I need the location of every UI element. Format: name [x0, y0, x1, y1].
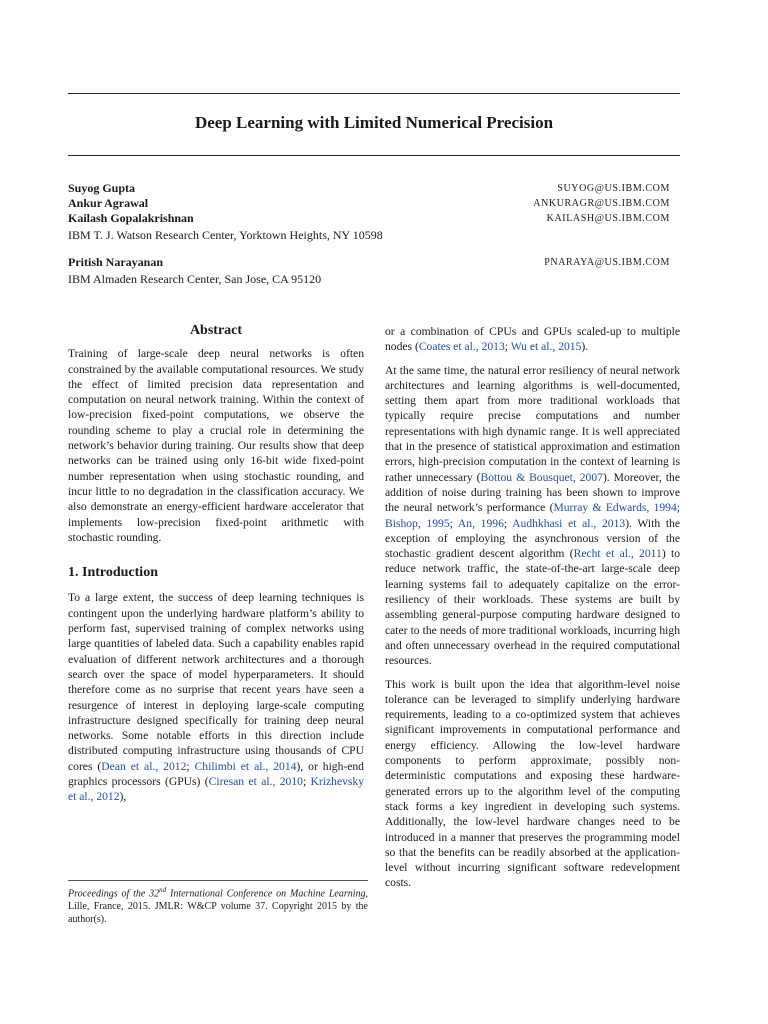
author-email: ANKURAGR@US.IBM.COM [533, 198, 670, 209]
author-name: Suyog Gupta [68, 181, 136, 195]
citation-link[interactable]: Bishop, 1995 [385, 516, 450, 530]
author-row [68, 255, 670, 270]
author-name: Kailash Gopalakrishnan [68, 211, 194, 225]
top-rule [68, 93, 680, 94]
paragraph: This work is built upon the idea that algorithm-level noise tolerance can be leveraged to simplify underlying hardware requirements, leading to a co-optimized system that achieves significant improvements in computational performance and energy efficiency. Allowing the low-level hardware components to perform approximate, possibly non-deterministic computations and exposing these hardware-generated errors up to the algorithm level of the computing stack forms a key ingredient in developing such systems. Additionally, the low-level hardware changes need to be introduced in a manner that preserves the programming model so that the benefits can be readily absorbed at the application-level without incurring significant software redevelopment costs. [385, 677, 680, 890]
author-block-almaden [68, 255, 670, 287]
paragraph: or a combination of CPUs and GPUs scaled-up to multiple nodes (Coates et al., 2013; Wu et al., 2015). [385, 325, 680, 354]
title-rule [68, 155, 680, 156]
affiliation-watson: IBM T. J. Watson Research Center, Yorktown Heights, NY 10598 [68, 228, 383, 242]
citation-link[interactable]: Wu et al., 2015 [510, 340, 582, 354]
footnote: Proceedings of the 32nd International Conference on Machine Learning, Lille, France, 2015. JMLR: W&CP volume 37. Copyright 2015 by the author(s). [68, 880, 368, 926]
left-column [68, 323, 364, 813]
citation-link[interactable]: Coates et al., 2013 [418, 340, 505, 354]
paper-title: Deep Learning with Limited Numerical Precision [194, 113, 554, 132]
abstract-text: Training of large-scale deep neural networks is often constrained by the available computational resources. We study the effect of limited precision data representation and computation on neural network training. Within the context of low-precision fixed-point computations, we observe the rounding scheme to play a crucial role in determining the network’s behavior during training. Our results show that deep networks can be trained using only 16-bit wide fixed-point number representation when using stochastic rounding, and incur little to no degradation in the classification accuracy. We also demonstrate an energy-efficient hardware accelerator that implements low-precision fixed-point arithmetic with stochastic rounding. [68, 347, 364, 544]
citation-link[interactable]: An, 1996 [457, 516, 504, 530]
paragraph: At the same time, the natural error resiliency of neural network architectures and learning algorithms is well-documented, setting them apart from more traditional workloads that typically require precise computations and number representations with high dynamic range. It is well appreciated that in the presence of statistical approximation and estimation errors, high-precision computation in the context of learning is rather unnecessary (Bottou & Bousquet, 2007). Moreover, the addition of noise during training has been shown to improve the neural network’s performance (Murray & Edwards, 1994; Bishop, 1995; An, 1996; Audhkhasi et al., 2013). With the exception of employing the asynchronous version of the stochastic gradient descent algorithm (Recht et al., 2011) to reduce network traffic, the state-of-the-art large-scale deep learning systems fail to adequately capitalize on the error-resiliency of their workloads. These systems are built by assembling general-purpose computing hardware designed to cater to the needs of more traditional workloads, incurring high and often unnecessary overhead in the required computational resources. [385, 363, 681, 668]
citation-link[interactable]: Recht et al., 2011 [573, 547, 662, 561]
abstract-heading: Abstract [189, 323, 243, 338]
intro-paragraph: To a large extent, the success of deep learning techniques is contingent upon the underlying hardware platform’s ability to perform fast, supervised training of complex networks using large quantities of labeled data. Such a capability enables rapid evaluation of different network architectures and a thorough search over the space of model hyperparameters. It should therefore come as no surprise that recent years have seen a resurgence of interest in deploying large-scale computing infrastructure designed specifically for training deep neural networks. Some notable efforts in this direction include distributed computing infrastructure using thousands of CPU cores (Dean et al., 2012; Chilimbi et al., 2014), or high-end graphics processors (GPUs) (Ciresan et al., 2010; Krizhevsky et al., 2012), [68, 591, 364, 804]
author-email: SUYOG@US.IBM.COM [557, 183, 670, 194]
author-email: KAILASH@US.IBM.COM [546, 213, 670, 224]
author-row [68, 211, 670, 226]
author-email: PNARAYA@US.IBM.COM [544, 257, 670, 268]
citation-link[interactable]: Audhkhasi et al., 2013 [512, 516, 626, 530]
citation-link[interactable]: Dean et al., 2012 [101, 759, 187, 773]
right-column [385, 324, 680, 899]
author-row [68, 181, 670, 196]
author-name: Pritish Narayanan [68, 255, 164, 269]
citation-link[interactable]: Krizhevsky et al., 2012 [68, 775, 364, 804]
author-name: Ankur Agrawal [68, 196, 149, 210]
affiliation-almaden: IBM Almaden Research Center, San Jose, CA 95120 [68, 272, 322, 286]
citation-link[interactable]: Bottou & Bousquet, 2007 [480, 470, 603, 484]
citation-link[interactable]: Murray & Edwards, 1994 [553, 501, 677, 515]
citation-link[interactable]: Ciresan et al., 2010 [208, 775, 303, 789]
section-heading-introduction: 1. Introduction [68, 565, 158, 581]
citation-link[interactable]: Chilimbi et al., 2014 [194, 759, 297, 773]
author-row [68, 196, 670, 211]
author-block-watson [68, 181, 670, 243]
